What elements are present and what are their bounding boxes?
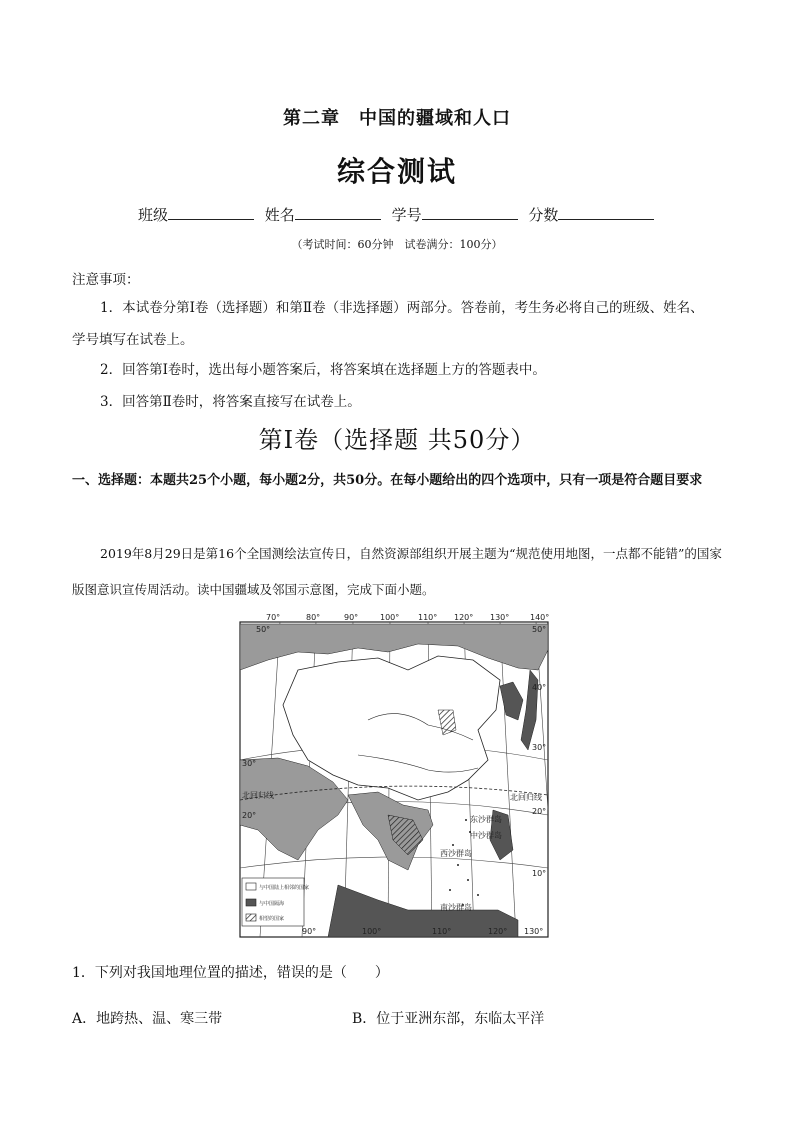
student-id-blank[interactable] <box>422 204 518 220</box>
island-label: 中沙群岛 <box>470 831 502 840</box>
legend-label: 与中国陆上相邻的国家 <box>259 885 310 891</box>
china-territory-map <box>238 610 550 940</box>
lat-label-left: 50° <box>256 625 271 634</box>
question-1-stem: 1．下列对我国地理位置的描述，错误的是（ ） <box>72 965 389 981</box>
option-b[interactable]: B．位于亚洲东部，东临太平洋 <box>352 1011 545 1027</box>
note-item-1: 1．本试卷分第Ⅰ卷（选择题）和第Ⅱ卷（非选择题）两部分。答卷前，考生务必将自己的班级、姓名、 <box>100 300 704 316</box>
lon-label-bottom: 100° <box>362 927 382 936</box>
legend-swatch-hatched <box>246 914 256 921</box>
lon-label: 110° <box>418 613 438 622</box>
lat-label: 10° <box>532 869 547 878</box>
lon-label-bottom: 130° <box>524 927 544 936</box>
note-item-1-cont: 学号填写在试卷上。 <box>72 332 194 348</box>
lon-label: 120° <box>454 613 474 622</box>
lon-label-bottom: 90° <box>302 927 317 936</box>
island-label: 西沙群岛 <box>440 849 472 858</box>
tropic-label-left: 北回归线 <box>242 791 274 800</box>
island-label: 东沙群岛 <box>470 815 502 824</box>
lat-label-left: 30° <box>242 759 257 768</box>
score-blank[interactable] <box>558 204 654 220</box>
legend-swatch-land <box>246 883 256 890</box>
option-a[interactable]: A．地跨热、温、寒三带 <box>72 1011 223 1027</box>
lon-label-bottom: 110° <box>432 927 452 936</box>
exam-time: （考试时间：60分钟 试卷满分：100分） <box>291 238 503 251</box>
chapter-title: 第二章 中国的疆域和人口 <box>283 108 511 129</box>
note-item-3: 3．回答第Ⅱ卷时，将答案直接写在试卷上。 <box>100 394 361 410</box>
student-info-line <box>138 204 660 225</box>
class-blank[interactable] <box>168 204 254 220</box>
island-label: 南沙群岛 <box>440 903 472 912</box>
section-instruction: 一、选择题：本题共25个小题，每小题2分，共50分。在每小题给出的四个选项中，只有一项是符合题目要求 <box>72 473 703 488</box>
name-label: 姓名 <box>264 206 295 224</box>
notes-heading: 注意事项： <box>72 272 140 288</box>
section-title: 第Ⅰ卷（选择题 共50分） <box>258 426 536 454</box>
lat-label: 40° <box>532 683 547 692</box>
legend-swatch-sea <box>246 899 256 906</box>
lat-label: 30° <box>532 743 547 752</box>
lon-label: 80° <box>306 613 321 622</box>
tropic-label-right: 北回归线 <box>510 793 542 802</box>
lon-label: 70° <box>266 613 281 622</box>
note-item-2: 2．回答第Ⅰ卷时，选出每小题答案后，将答案填在选择题上方的答题表中。 <box>100 362 546 378</box>
legend-label: 与中国隔海 <box>259 901 285 907</box>
lon-label: 140° <box>530 613 550 622</box>
legend-label: 相望的国家 <box>259 916 285 922</box>
lon-label: 90° <box>344 613 359 622</box>
lon-label: 130° <box>490 613 510 622</box>
question-passage: 2019年8月29日是第16个全国测绘法宣传日，自然资源部组织开展主题为“规范使用地图，一点都不能错”的国家版图意识宣传周活动。读中国疆域及邻国示意图，完成下面小题。 <box>72 546 722 597</box>
lon-label: 100° <box>380 613 400 622</box>
lat-label-left: 20° <box>242 811 257 820</box>
lat-label: 20° <box>532 807 547 816</box>
score-label: 分数 <box>528 206 559 224</box>
map-legend <box>242 878 309 926</box>
class-label: 班级 <box>138 206 169 224</box>
page-title: 综合测试 <box>336 155 457 188</box>
name-blank[interactable] <box>295 204 381 220</box>
student-id-label: 学号 <box>391 206 422 224</box>
lat-label: 50° <box>532 625 547 634</box>
lon-label-bottom: 120° <box>488 927 508 936</box>
